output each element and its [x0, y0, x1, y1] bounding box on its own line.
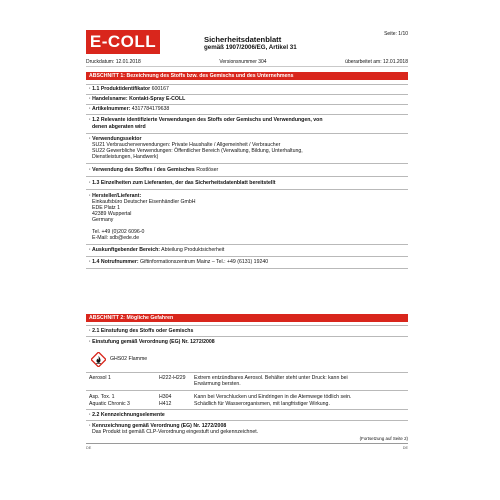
sds-page	[86, 0, 408, 500]
footer-right: DE	[402, 446, 408, 450]
print-date: Druckdatum: 12.01.2018	[86, 59, 141, 65]
relevant-uses-heading: · 1.2 Relevante identifizierte Verwendungen des Stoffs oder Gemischs und Verwendungen, von	[89, 117, 323, 123]
substance-use: · Verwendung des Stoffes / des Gemisches Rostlöser	[89, 167, 219, 173]
hazard-statement-cont: Erwärmung bersten.	[194, 381, 241, 387]
divider	[86, 84, 408, 85]
relevant-uses-heading-cont: denen abgeraten wird	[92, 124, 146, 130]
labelling-statement: Das Produkt ist gemäß CLP-Verordnung eingestuft und gekennzeichnet.	[92, 429, 259, 435]
divider	[86, 133, 408, 134]
hazard-class: Aerosol 1	[89, 375, 111, 381]
clp-classification: · Einstufung gemäß Verordnung (EG) Nr. 1272/2008	[89, 339, 215, 345]
information-department: · Auskunftgebender Bereich: Abteilung Produktsicherheit	[89, 247, 225, 253]
hazard-code: H222-H229	[159, 375, 186, 381]
flame-icon	[91, 352, 106, 367]
hazard-statement: Kann bei Verschlucken und Eindringen in die Atemwege tödlich sein.	[194, 394, 352, 400]
sector-su22-cont: Dienstleistungen, Handwerk)	[92, 154, 159, 160]
hazard-statement: Schädlich für Wasserorganismen, mit langfristiger Wirkung.	[194, 401, 330, 407]
emergency-number: · 1.4 Notrufnummer: Giftinformationszentrum Mainz – Tel.: +49 (6131) 19240	[89, 259, 269, 265]
supplier-line: Germany	[92, 217, 114, 223]
divider	[86, 189, 408, 190]
supplier-phone: Tel. +49 (0)202 6096-0	[92, 229, 145, 235]
divider	[86, 114, 408, 115]
hazard-code: H304	[159, 394, 172, 400]
product-identifier: · 1.1 Produktidentifikator 600167	[89, 86, 169, 92]
hazard-class: Asp. Tox. 1	[89, 394, 115, 400]
section-1-banner: ABSCHNITT 1: Bezeichnung des Stoffs bzw. des Gemischs und des Unternehmens	[86, 72, 408, 80]
footer-divider	[86, 443, 408, 444]
document-title: Sicherheitsdatenblatt	[204, 35, 282, 44]
divider	[86, 163, 408, 164]
document-subtitle: gemäß 1907/2006/EG, Artikel 31	[204, 44, 297, 51]
divider	[86, 268, 408, 269]
continued-note: (Fortsetzung auf Seite 2)	[359, 436, 408, 441]
supplier-line: 42389 Wuppertal	[92, 211, 132, 217]
version-number: Versionsnummer 304	[219, 59, 267, 65]
header-divider	[86, 66, 408, 67]
meta-row	[86, 59, 408, 65]
divider	[86, 256, 408, 257]
classification-heading: · 2.1 Einstufung des Stoffs oder Gemischs	[89, 328, 194, 334]
company-logo: E-COLL	[86, 30, 160, 54]
label-elements-heading: · 2.2 Kennzeichnungselemente	[89, 412, 165, 418]
article-number: · Artikelnummer: 4317784179638	[89, 106, 170, 112]
divider	[86, 104, 408, 105]
trade-name: · Handelsname: Kontakt-Spray E-COLL	[89, 96, 186, 102]
revision-date: überarbeitet am: 12.01.2018	[345, 59, 408, 65]
divider	[86, 409, 408, 410]
supplier-details-heading: · 1.3 Einzelheiten zum Lieferanten, der das Sicherheitsdatenblatt bereitstellt	[89, 180, 276, 186]
sector-su22: SU22 Gewerbliche Verwendungen: Öffentlicher Bereich (Verwaltung, Bildung, Unterhaltung,	[92, 148, 303, 154]
ghs-pictogram-label: GHS02 Flamme	[110, 356, 148, 362]
divider	[86, 176, 408, 177]
hazard-class: Aquatic Chronic 3	[89, 401, 130, 407]
sector-su21: SU21 Verbraucherverwendungen: Private Haushalte / Allgemeinheit / Verbraucher	[92, 142, 281, 148]
divider	[86, 94, 408, 95]
divider	[86, 244, 408, 245]
footer-left: DE	[86, 446, 92, 450]
clp-labelling: · Kennzeichnung gemäß Verordnung (EG) Nr. 1272/2008	[89, 423, 227, 429]
supplier-line: Einkaufsbüro Deutscher Eisenhändler GmbH	[92, 199, 196, 205]
supplier-email[interactable]: E-Mail: sdb@ede.de	[92, 235, 140, 241]
section-2-banner: ABSCHNITT 2: Mögliche Gefahren	[86, 314, 408, 322]
divider	[86, 325, 408, 326]
divider	[86, 390, 408, 391]
supplier-line: EDE Platz 1	[92, 205, 120, 211]
sector-label: · Verwendungssektor	[89, 136, 142, 142]
page-number: Seite: 1/10	[384, 31, 408, 37]
divider	[86, 372, 408, 373]
supplier-label: · Hersteller/Lieferant:	[89, 193, 142, 199]
divider	[86, 420, 408, 421]
hazard-code: H412	[159, 401, 172, 407]
hazard-statement: Extrem entzündbares Aerosol. Behälter steht unter Druck: kann bei	[194, 375, 348, 381]
divider	[86, 336, 408, 337]
